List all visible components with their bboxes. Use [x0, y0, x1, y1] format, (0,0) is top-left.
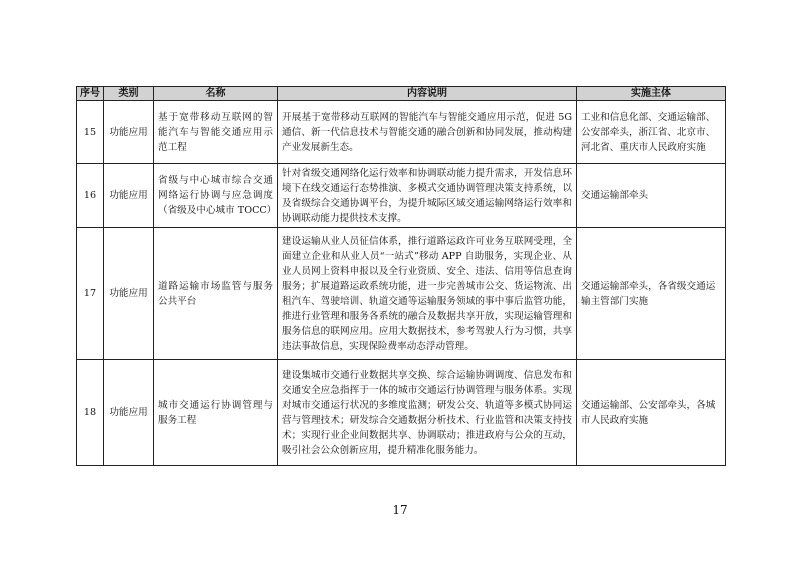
row-org: 工业和信息化部、交通运输部、公安部牵头，浙江省、北京市、河北省、重庆市人民政府实施 [577, 101, 726, 164]
row-name: 基于宽带移动互联网的智能汽车与智能交通应用示范工程 [154, 101, 278, 164]
header-org: 实施主体 [577, 87, 726, 101]
row-no: 17 [77, 228, 104, 360]
row-no: 18 [77, 360, 104, 466]
project-table [76, 86, 726, 466]
header-no: 序号 [77, 87, 104, 101]
header-name: 名称 [154, 87, 278, 101]
row-content: 建设集城市交通行业数据共享交换、综合运输协调调度、信息发布和交通安全应急指挥于一体的城市交通运行协调管理与服务体系。实现对城市交通运行状况的多维度监测；研发公交、轨道等多模式协同运营与管理技术；研发综合交通数据分析技术、行业监管和决策支持技术；实现行业企业间数据共享、协调联动；推进政府与公众的互动，吸引社会公众创新应用，提升精准化服务能力。 [278, 360, 577, 466]
row-content: 建设运输从业人员征信体系，推行道路运政许可业务互联网受理，全面建立企业和从业人员“一站式”移动 APP 自助服务，实现企业、从业人员网上资料申报以及全行业资质、安全、违法、信用等信息查询服务；扩展道路运政系统功能，进一步完善城市公交、货运物流、出租汽车、驾驶培训、轨道交通等运输服务领域的事中事后监管功能，推进行业管理和服务各系统的融合及数据共享开放，实现运输管理和服务信息的联网应用。应用大数据技术，参考驾驶人行为习惯，共享违法事故信息，实现保险费率动态浮动管理。 [278, 228, 577, 360]
row-name: 省级与中心城市综合交通网络运行协调与应急调度（省级及中心城市 TOCC） [154, 164, 278, 228]
row-no: 16 [77, 164, 104, 228]
row-no: 15 [77, 101, 104, 164]
table-header-row [77, 87, 726, 101]
row-name: 城市交通运行协调管理与服务工程 [154, 360, 278, 466]
header-category: 类别 [104, 87, 154, 101]
row-org: 交通运输部、公安部牵头，各城市人民政府实施 [577, 360, 726, 466]
page-number: 17 [392, 503, 408, 517]
row-content: 开展基于宽带移动互联网的智能汽车与智能交通应用示范，促进 5G 通信、新一代信息技术与智能交通的融合创新和协同发展，推动构建产业发展新生态。 [278, 101, 577, 164]
row-category: 功能应用 [104, 360, 154, 466]
row-org: 交通运输部牵头 [577, 164, 726, 228]
row-category: 功能应用 [104, 164, 154, 228]
header-content: 内容说明 [278, 87, 577, 101]
row-content: 针对省级交通网络化运行效率和协调联动能力提升需求，开发信息环境下在线交通运行态势推演、多模式交通协调管理决策支持系统，以及省级综合交通协调平台，为提升城际区域交通运输网络运行效率和协调联动能力提供技术支撑。 [278, 164, 577, 228]
row-name: 道路运输市场监管与服务公共平台 [154, 228, 278, 360]
table-row [77, 360, 726, 466]
table-row [77, 164, 726, 228]
table-row [77, 228, 726, 360]
row-org: 交通运输部牵头，各省级交通运输主管部门实施 [577, 228, 726, 360]
table-row [77, 101, 726, 164]
row-category: 功能应用 [104, 228, 154, 360]
row-category: 功能应用 [104, 101, 154, 164]
